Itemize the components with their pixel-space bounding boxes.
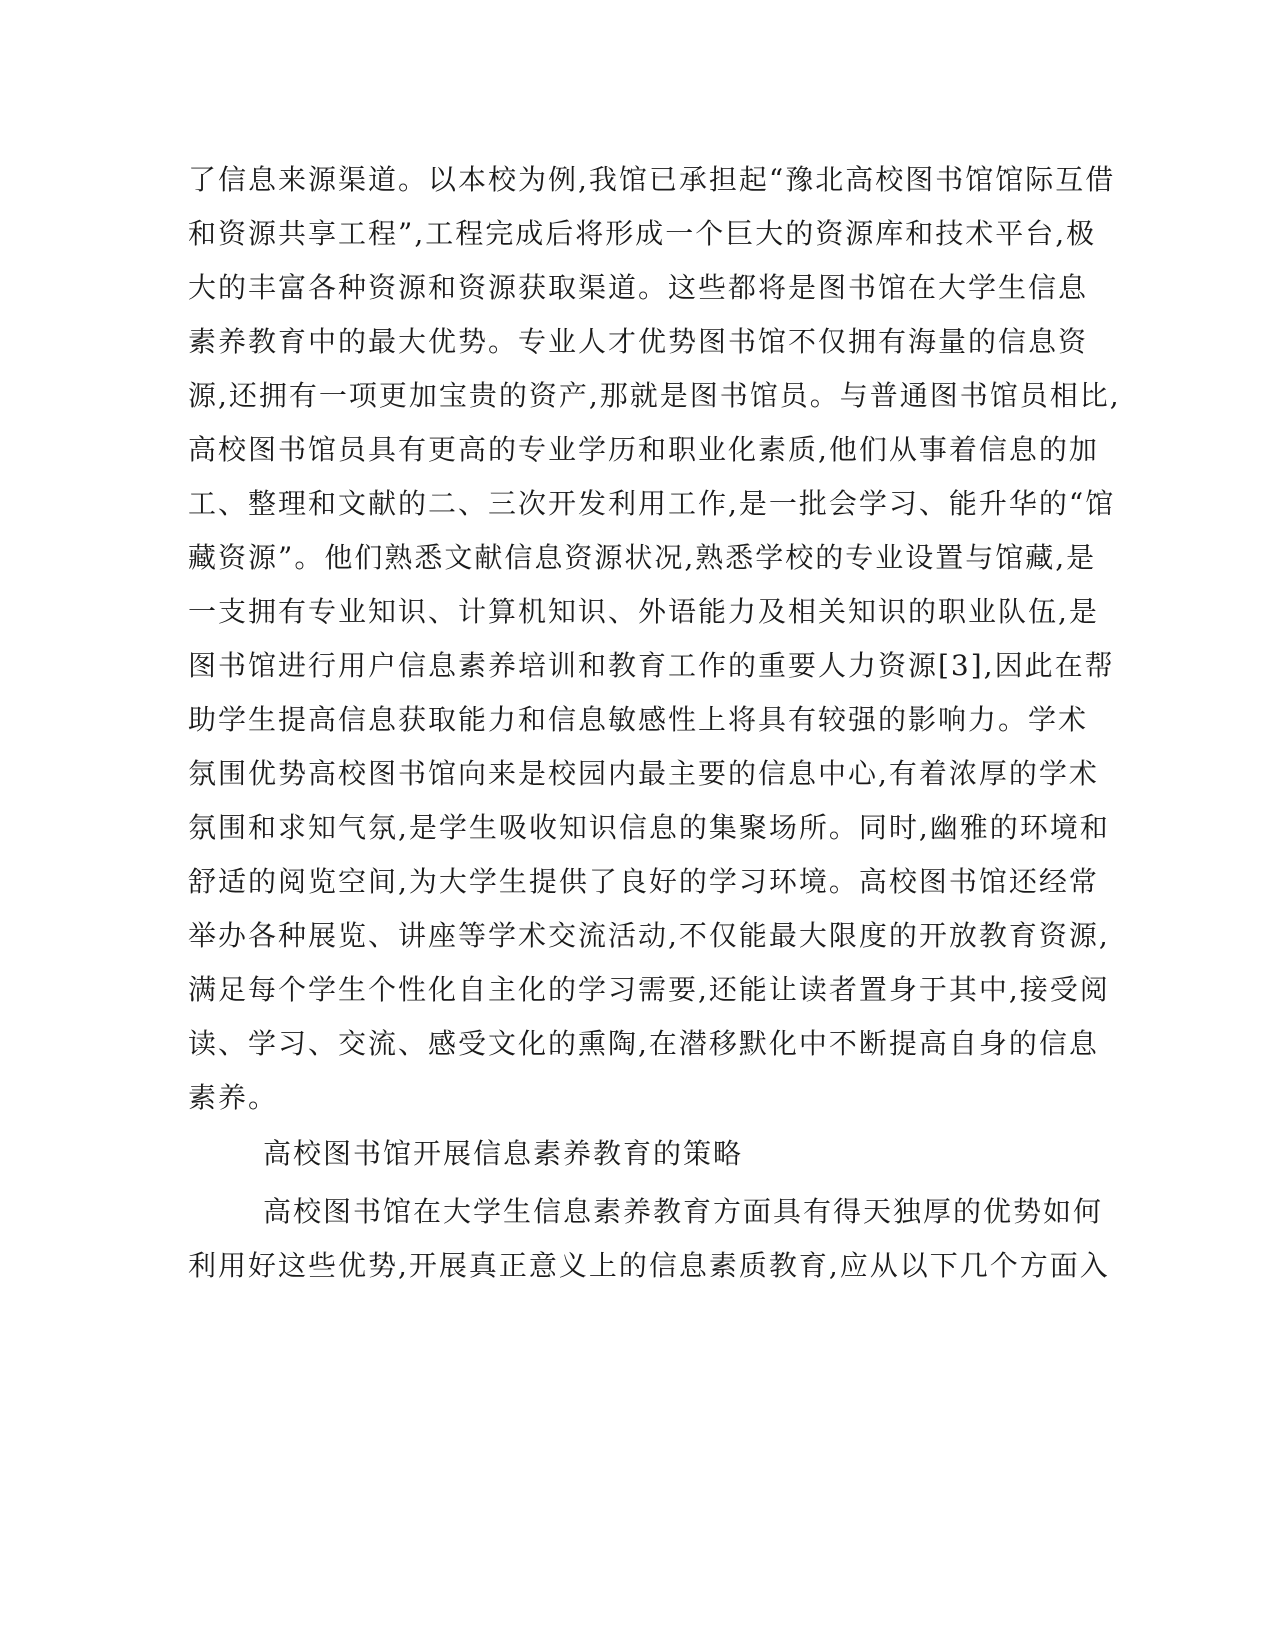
text-line: 和资源共享工程”,工程完成后将形成一个巨大的资源库和技术平台,极 [188, 217, 1097, 250]
text-line: 助学生提高信息获取能力和信息敏感性上将具有较强的影响力。学术 [188, 703, 1089, 736]
text-line: 舒适的阅览空间,为大学生提供了良好的学习环境。高校图书馆还经常 [188, 865, 1099, 898]
section-heading: 高校图书馆开展信息素养教育的策略 [263, 1137, 744, 1170]
text-line: 举办各种展览、讲座等学术交流活动,不仅能最大限度的开放教育资源, [188, 919, 1110, 952]
text-line: 源,还拥有一项更加宝贵的资产,那就是图书馆员。与普通图书馆员相比, [188, 379, 1121, 412]
paragraph-line: 高校图书馆在大学生信息素养教育方面具有得天独厚的优势如何 [263, 1195, 1104, 1228]
text-line: 大的丰富各种资源和资源获取渠道。这些都将是图书馆在大学生信息 [188, 271, 1089, 304]
paragraph-line: 利用好这些优势,开展真正意义上的信息素质教育,应从以下几个方面入 [188, 1249, 1110, 1282]
text-line: 素养。 [188, 1081, 279, 1114]
text-line: 氛围和求知气氛,是学生吸收知识信息的集聚场所。同时,幽雅的环境和 [188, 811, 1110, 844]
text-line: 素养教育中的最大优势。专业人才优势图书馆不仅拥有海量的信息资 [188, 325, 1089, 358]
text-line: 藏资源”。他们熟悉文献信息资源状况,熟悉学校的专业设置与馆藏,是 [188, 541, 1097, 574]
text-line: 了信息来源渠道。以本校为例,我馆已承担起“豫北高校图书馆馆际互借 [188, 163, 1116, 196]
text-line: 读、学习、交流、感受文化的熏陶,在潜移默化中不断提高自身的信息 [188, 1027, 1099, 1060]
text-line: 满足每个学生个性化自主化的学习需要,还能让读者置身于其中,接受阅 [188, 973, 1110, 1006]
text-line: 工、整理和文献的二、三次开发利用工作,是一批会学习、能升华的“馆 [188, 487, 1116, 520]
text-line: 图书馆进行用户信息素养培训和教育工作的重要人力资源[3],因此在帮 [188, 649, 1115, 682]
text-line: 氛围优势高校图书馆向来是校园内最主要的信息中心,有着浓厚的学术 [188, 757, 1099, 790]
text-line: 一支拥有专业知识、计算机知识、外语能力及相关知识的职业队伍,是 [188, 595, 1099, 628]
text-line: 高校图书馆员具有更高的专业学历和职业化素质,他们从事着信息的加 [188, 433, 1099, 466]
